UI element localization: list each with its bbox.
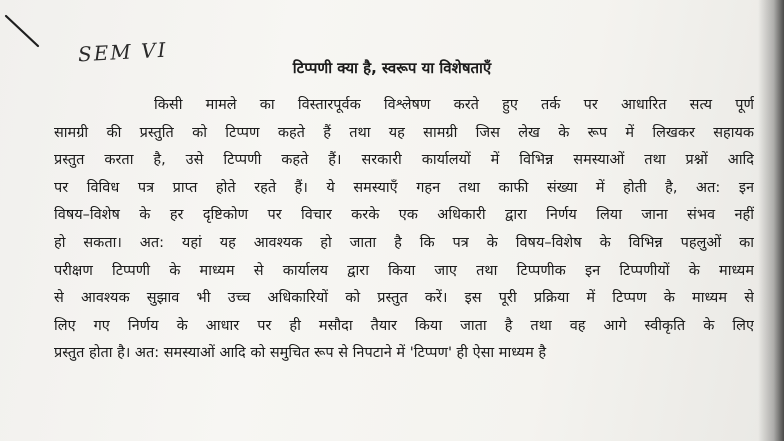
- paragraph-line: लिए गए निर्णय के आधार पर ही मसौदा तैयार किया जाता है तथा वह आगे स्वीकृति के लिए: [54, 317, 754, 334]
- paragraph-line: परीक्षण टिप्पणी के माध्यम से कार्यालय द्वारा किया जाए तथा टिप्पणीक इन टिप्पणीयों के माध्यम: [54, 262, 754, 279]
- pen-stroke-mark: [4, 10, 44, 50]
- paragraph-line: प्रस्तुत करता है, उसे टिप्पणी कहते हैं। सरकारी कार्यालयों में विभिन्न समस्याओं तथा प्रश्नों आदि: [54, 152, 754, 169]
- paragraph-line: से आवश्यक सुझाव भी उच्च अधिकारियों को प्रस्तुत करें। इस पूरी प्रक्रिया में टिप्पण के माध्यम से: [54, 290, 754, 307]
- body-paragraph: [54, 92, 754, 368]
- paragraph-line: विषय–विशेष के हर दृष्टिकोण पर विचार करके एक अधिकारी द्वारा निर्णय लिया जाना संभव नहीं: [54, 207, 754, 224]
- handwritten-semester-note: SEM VI: [77, 37, 169, 67]
- paragraph-line: प्रस्तुत होता है। अत: समस्याओं आदि को समुचित रूप से निपटाने में 'टिप्पण' ही ऐसा माध्यम है: [54, 345, 547, 362]
- paragraph-line: किसी मामले का विस्तारपूर्वक विश्लेषण करते हुए तर्क पर आधारित सत्य पूर्ण: [154, 97, 754, 113]
- paragraph-line: हो सकता। अत: यहां यह आवश्यक हो जाता है कि पत्र के विषय–विशेष के विभिन्न पहलुओं का: [54, 234, 754, 251]
- paragraph-line: सामग्री की प्रस्तुति को टिप्पण कहते हैं तथा यह सामग्री जिस लेख के रूप में लिखकर सहायक: [54, 124, 754, 141]
- paragraph-line: पर विविध पत्र प्राप्त होते रहते हैं। ये समस्याएँ गहन तथा काफी संख्या में होती है, अत: इन: [54, 179, 754, 196]
- page-edge-shadow: [758, 0, 784, 441]
- page-heading: टिप्पणी क्या है, स्वरूप या विशेषताएँ: [292, 59, 492, 77]
